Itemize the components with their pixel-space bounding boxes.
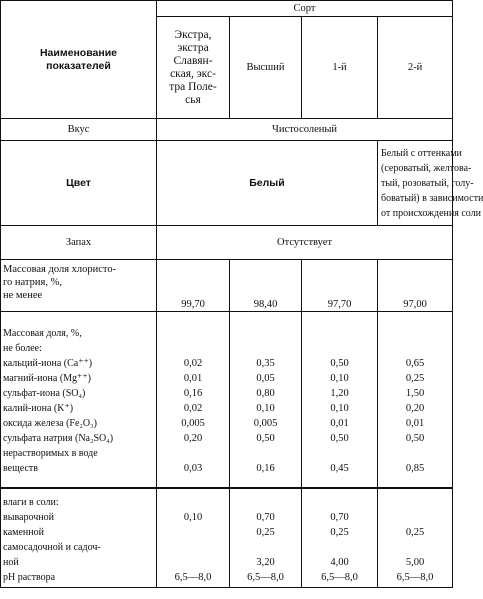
header-grade-line: экстра — [177, 41, 209, 54]
impurity-label: кальций-иона (Ca⁺⁺) — [3, 358, 93, 370]
impurity-label: калий-иона (K⁺) — [3, 403, 74, 415]
moisture-value — [304, 540, 375, 555]
impurity-value: 0,10 — [330, 373, 349, 385]
color-note-line: Белый с оттенками — [381, 147, 462, 159]
header-grade-first: 1-й — [302, 17, 378, 119]
moisture-col-extra — [157, 488, 230, 588]
color-note-line: тый, розоватый, голу- — [381, 177, 474, 189]
impurity-value: 0,02 — [183, 358, 203, 370]
impurities-col-first — [302, 312, 378, 488]
moisture-value: 0,70 — [256, 511, 275, 523]
nacl-label-line: не менее — [3, 290, 43, 301]
smell-label: Запах — [1, 226, 157, 260]
header-name-line: показателей — [46, 59, 111, 72]
moisture-value: 6,5—8,0 — [396, 571, 434, 583]
header-name-line: Наименование — [39, 46, 118, 59]
impurity-value: 0,10 — [256, 403, 275, 415]
impurity-value — [159, 446, 227, 461]
impurity-value: 0,16 — [183, 388, 203, 400]
moisture-value — [159, 495, 227, 510]
taste-label: Вкус — [1, 119, 157, 141]
header-grade-line: сья — [185, 93, 201, 106]
impurity-value: 0,20 — [183, 433, 203, 445]
header-grade-line: ская, экс- — [170, 67, 216, 80]
nacl-value: 99,70 — [157, 260, 230, 312]
impurity-label: сульфата натрия (Na₂SO₄) — [3, 433, 114, 445]
moisture-value: 6,5—8,0 — [321, 571, 358, 583]
impurity-value: 0,10 — [330, 403, 349, 415]
impurity-value: 1,20 — [330, 388, 349, 400]
color-note-line: от происхождения соли — [381, 207, 482, 219]
impurity-value: 0,65 — [405, 358, 425, 370]
impurity-value — [232, 446, 299, 461]
nacl-label-line: Массовая доля хлористо- — [3, 264, 117, 275]
smell-value: Отсутствует — [157, 226, 453, 260]
moisture-value: 6,5—8,0 — [174, 571, 212, 583]
impurity-value: 0,50 — [405, 433, 425, 445]
impurity-label: веществ — [3, 463, 39, 475]
moisture-value: 0,70 — [330, 511, 349, 523]
impurity-value — [380, 341, 450, 356]
impurity-value: 0,03 — [183, 463, 203, 475]
impurity-value: 1,50 — [405, 388, 425, 400]
impurities-col-highest — [230, 312, 302, 488]
nacl-value: 97,70 — [302, 260, 378, 312]
moisture-value: 5,00 — [405, 556, 425, 568]
moisture-label: влаги в соли: — [3, 496, 59, 508]
impurity-label: сульфат-иона (SO₄) — [3, 388, 86, 400]
impurity-value — [232, 341, 299, 356]
impurity-value: 0,80 — [256, 388, 275, 400]
moisture-value — [380, 540, 450, 555]
impurity-value — [159, 326, 227, 341]
moisture-label: выварочной — [3, 511, 54, 523]
moisture-label: каменной — [3, 526, 44, 538]
moisture-value: 6,5—8,0 — [247, 571, 284, 583]
impurity-label: оксида железа (Fe₂O₃) — [3, 418, 97, 430]
taste-value: Чистосоленый — [157, 119, 453, 141]
color-grade2-note — [378, 141, 483, 226]
impurity-value: 0,85 — [405, 463, 425, 475]
impurity-value: 0,01 — [183, 373, 203, 385]
moisture-value: 0,10 — [183, 511, 203, 523]
color-note-line: (сероватый, желтова- — [381, 162, 472, 174]
impurity-value: 0,005 — [253, 418, 278, 430]
moisture-value — [159, 555, 227, 570]
impurity-value: 0,45 — [330, 463, 349, 475]
impurity-value: 0,50 — [256, 433, 275, 445]
moisture-value: 0,25 — [256, 526, 275, 538]
moisture-col-first — [302, 488, 378, 588]
moisture-value — [159, 540, 227, 555]
header-name-cell — [1, 1, 157, 119]
moisture-value: 0,25 — [405, 526, 425, 538]
impurity-value: 0,35 — [256, 358, 275, 370]
impurity-value — [304, 326, 375, 341]
moisture-value: 3,20 — [256, 556, 275, 568]
impurity-value: 0,02 — [183, 403, 203, 415]
impurity-value: 0,50 — [330, 358, 349, 370]
header-grade-highest: Высший — [230, 17, 302, 119]
impurities-labels — [1, 312, 157, 488]
impurity-value: 0,25 — [405, 373, 425, 385]
moisture-value — [232, 540, 299, 555]
impurity-value — [159, 341, 227, 356]
header-grade-extra — [157, 17, 230, 119]
impurity-value: 0,01 — [405, 418, 425, 430]
color-note-line: боватый) в зависимости — [381, 192, 483, 204]
impurity-value — [380, 326, 450, 341]
moisture-value: 4,00 — [330, 556, 349, 568]
impurity-value: 0,05 — [256, 373, 275, 385]
header-grade-second: 2-й — [378, 17, 453, 119]
moisture-value — [380, 510, 450, 525]
header-grade-line: тра Поле- — [169, 80, 217, 93]
nacl-label — [1, 260, 157, 312]
impurity-value — [380, 446, 450, 461]
moisture-value: 0,25 — [330, 526, 349, 538]
impurity-value — [304, 341, 375, 356]
nacl-label-line: го натрия, %, — [3, 277, 62, 288]
nacl-value: 97,00 — [378, 260, 453, 312]
moisture-label: pH раствора — [3, 571, 56, 583]
impurity-value: 0,005 — [181, 418, 205, 430]
impurity-label: магний-иона (Mg⁺⁺) — [3, 373, 91, 385]
moisture-labels — [1, 488, 157, 588]
impurities-col-extra — [157, 312, 230, 488]
impurity-value: 0,20 — [405, 403, 425, 415]
impurity-label: нерастворимых в воде — [3, 448, 98, 460]
moisture-col-highest — [230, 488, 302, 588]
nacl-value: 98,40 — [230, 260, 302, 312]
header-sort: Сорт — [157, 1, 453, 17]
moisture-label: ной — [3, 556, 19, 568]
impurities-col-second — [378, 312, 453, 488]
moisture-col-second — [378, 488, 453, 588]
header-grade-line: Славян- — [173, 54, 213, 67]
impurity-value: 0,16 — [256, 463, 275, 475]
moisture-value — [380, 495, 450, 510]
moisture-label: самосадочной и садоч- — [3, 541, 101, 553]
impurity-label: Массовая доля, %, — [3, 328, 82, 340]
moisture-value — [159, 525, 227, 540]
impurity-value: 0,01 — [330, 418, 349, 430]
header-grade-line: Экстра, — [174, 28, 212, 41]
moisture-value — [304, 495, 375, 510]
impurity-value: 0,50 — [330, 433, 349, 445]
color-label: Цвет — [1, 141, 157, 226]
moisture-value — [232, 495, 299, 510]
impurity-value — [232, 326, 299, 341]
impurity-label: не более: — [3, 343, 42, 355]
color-white: Белый — [157, 141, 378, 226]
impurity-value — [304, 446, 375, 461]
